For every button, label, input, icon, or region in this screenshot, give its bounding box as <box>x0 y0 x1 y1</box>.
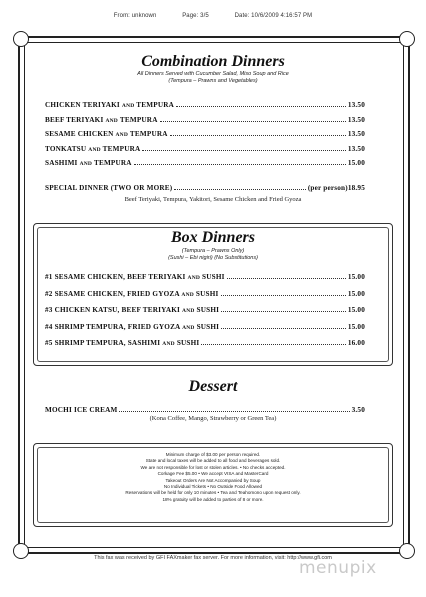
special-dinner-desc: Beef Teriyaki, Tempura, Yakitori, Sesame Chicken and Fried Gyoza <box>124 196 302 203</box>
item-name: SASHIMI AND TEMPURA <box>45 159 132 167</box>
menupix-watermark: menupix <box>299 558 377 578</box>
dessert-desc: (Kona Coffee, Mango, Strawberry or Green Tea) <box>149 415 277 422</box>
corner-ornament <box>399 31 415 47</box>
fax-footer: This fax was received by GFI FAXmaker fax server. For more information, visit: http://www.gfi.com <box>94 555 332 561</box>
item-name: TONKATSU AND TEMPURA <box>45 144 141 153</box>
fax-header <box>0 13 426 19</box>
item-name: SESAME CHICKEN AND TEMPURA <box>45 130 168 138</box>
policy-notes <box>0 452 426 503</box>
special-dinner-row <box>45 181 365 192</box>
box-dinner-item-row <box>45 270 365 281</box>
combination-subtitle: All Dinners Served with Cucumber Salad, Miso Soup and Rice <box>137 71 289 77</box>
policy-note: No Individual Tickets • No Outside Food Allowed <box>163 484 263 490</box>
fax-from: From: unknown <box>113 13 157 19</box>
combination-item-row <box>45 98 365 109</box>
policy-note: Reservations will be held for only 10 minutes • Tea and Teahomono upon request only. <box>125 490 301 496</box>
item-price: 15.00 <box>347 273 365 281</box>
item-price: 13.50 <box>347 101 365 109</box>
policy-note: Minimum charge of $3.00 per person required. <box>165 452 261 457</box>
corner-ornament <box>13 31 29 47</box>
item-name: #4 SHRIMP TEMPURA, FRIED GYOZA AND SUSHI <box>45 322 220 331</box>
policy-note: State and local taxes will be added to all food and beverages sold. <box>145 458 281 464</box>
combination-subtitle-tempura: (Tempura – Prawns and Vegetables) <box>168 78 258 84</box>
box-dinners-title: Box Dinners <box>170 229 256 246</box>
policy-note: Takeout Orders Are Not Accompanied by Soup <box>165 477 261 483</box>
item-price: 13.50 <box>347 115 365 124</box>
item-price: 13.50 <box>347 130 365 138</box>
combination-item-row <box>45 142 365 153</box>
combination-item-row <box>45 156 365 167</box>
dessert-row <box>45 403 365 414</box>
combination-title: Combination Dinners <box>141 53 285 70</box>
policy-note: 18% gratuity will be added to parties of 8 or more. <box>162 496 264 502</box>
item-name: #2 SESAME CHICKEN, FRIED GYOZA AND SUSHI <box>45 289 219 298</box>
item-name: BEEF TERIYAKI AND TEMPURA <box>45 115 158 124</box>
special-dinner-name: SPECIAL DINNER (TWO OR MORE) <box>45 184 173 192</box>
item-price: 15.00 <box>347 159 365 167</box>
policy-note: We are not responsible for lost or stolen articles. • No checks accepted. <box>140 464 286 470</box>
item-price: 15.00 <box>347 306 365 314</box>
item-name: #5 SHRIMP TEMPURA, SASHIMI AND SUSHI <box>45 339 200 347</box>
item-name: #1 SESAME CHICKEN, BEEF TERIYAKI AND SUSHI <box>45 273 225 281</box>
combination-item-row <box>45 127 365 138</box>
box-dinner-item-row <box>45 303 365 314</box>
item-name: #3 CHICKEN KATSU, BEEF TERIYAKI AND SUSHI <box>45 306 220 314</box>
item-price: 15.00 <box>347 289 365 298</box>
special-dinner-price: (per person)18.95 <box>307 184 365 192</box>
dessert-title: Dessert <box>188 378 238 395</box>
box-dinners-subtitle-sushi: (Sushi – Ebi nigiri) (No Substitutions) <box>168 255 258 261</box>
item-price: 16.00 <box>347 339 365 347</box>
box-dinner-item-row <box>45 287 365 298</box>
box-dinner-item-row <box>45 320 365 331</box>
box-dinners-subtitle: (Tempura – Prawns Only) <box>181 248 245 254</box>
box-dinner-item-row <box>45 336 365 347</box>
fax-date: Date: 10/6/2009 4:16:57 PM <box>234 13 313 19</box>
fax-page: Page: 3/5 <box>182 13 209 19</box>
item-name: CHICKEN TERIYAKI AND TEMPURA <box>45 101 175 109</box>
item-price: 15.00 <box>347 322 365 331</box>
combination-item-row <box>45 113 365 124</box>
policy-note: Corkage Fee $5.00 • We accept VISA and MasterCard <box>157 471 269 477</box>
item-price: 13.50 <box>347 144 365 153</box>
dessert-price: 3.50 <box>351 406 365 414</box>
dessert-name: MOCHI ICE CREAM <box>45 406 118 414</box>
